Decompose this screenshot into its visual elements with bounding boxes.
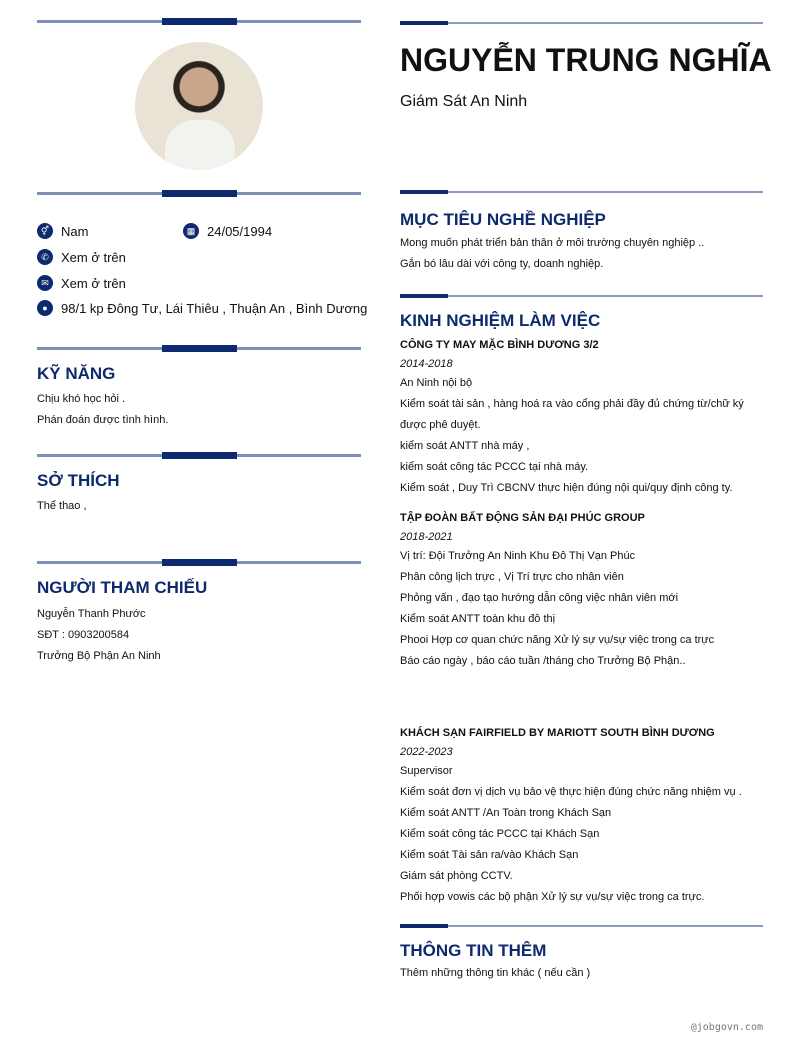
- job-title: Giám Sát An Ninh: [400, 93, 528, 110]
- job-line: Kiểm soát Tài sản ra/vào Khách Sạn: [400, 849, 579, 861]
- job-entry: [400, 335, 770, 499]
- section-heading: KINH NGHIỆM LÀM VIỆC: [400, 311, 601, 330]
- job-line: Phân công lịch trực , Vị Trí trực cho nhân viên: [400, 571, 624, 583]
- divider: [37, 192, 361, 195]
- divider: [37, 454, 361, 457]
- job-line: Vị trí: Đội Trưởng An Ninh Khu Đô Thị Vạn Phúc: [400, 550, 636, 562]
- job-line: Phooi Hợp cơ quan chức năng Xử lý sự vụ/sự việc trong ca trực: [400, 634, 715, 646]
- divider: [400, 295, 763, 297]
- job-years: 2018-2021: [400, 531, 453, 543]
- divider: [400, 925, 763, 927]
- job-line: Giám sát phòng CCTV.: [400, 870, 513, 882]
- job-line: Báo cáo ngày , báo cáo tuần /tháng cho Trưởng Bộ Phận..: [400, 655, 686, 667]
- candidate-name: NGUYỄN TRUNG NGHĨA: [400, 42, 772, 78]
- job-years: 2014-2018: [400, 358, 453, 370]
- hobbies-section: [37, 471, 120, 517]
- section-heading: SỞ THÍCH: [37, 471, 120, 490]
- dob-row: [183, 223, 272, 239]
- skills-section: [37, 364, 168, 431]
- watermark: @jobgovn.com: [690, 1022, 763, 1033]
- job-line: Kiểm soát đơn vị dịch vụ bảo vệ thực hiện đúng chức năng nhiệm vụ .: [400, 786, 742, 798]
- section-heading: MỤC TIÊU NGHỀ NGHIỆP: [400, 210, 606, 229]
- job-line: Kiểm soát ANTT toàn khu đô thị: [400, 613, 556, 625]
- hobby-item: Thể thao ,: [37, 500, 87, 512]
- gender-icon: ⚥: [37, 223, 53, 239]
- job-line: được phê duyệt.: [400, 419, 481, 431]
- job-years: 2022-2023: [400, 746, 453, 758]
- objective-section: [400, 210, 704, 275]
- avatar: [135, 42, 263, 170]
- section-heading: KỸ NĂNG: [37, 364, 116, 383]
- references-section: [37, 578, 207, 667]
- job-entry: [400, 723, 770, 908]
- reference-item: SĐT : 0903200584: [37, 629, 130, 641]
- divider: [37, 347, 361, 350]
- phone: Xem ở trên: [61, 249, 126, 265]
- calendar-icon: ▦: [183, 223, 199, 239]
- job-line: An Ninh nội bộ: [400, 377, 473, 389]
- divider: [37, 561, 361, 564]
- reference-item: Trưởng Bộ Phận An Ninh: [37, 650, 161, 662]
- company-name: KHÁCH SẠN FAIRFIELD BY MARIOTT SOUTH BÌNH DƯƠNG: [400, 727, 715, 739]
- job-line: kiểm soát công tác PCCC tại nhà máy.: [400, 461, 589, 473]
- divider: [400, 191, 763, 193]
- email-row: [37, 275, 126, 291]
- address: 98/1 kp Đông Tư, Lái Thiêu , Thuận An , Bình Dương: [61, 300, 368, 316]
- extra-item: Thêm những thông tin khác ( nếu cần ): [400, 967, 591, 979]
- job-line: Kiểm soát ANTT /An Toàn trong Khách Sạn: [400, 807, 612, 819]
- objective-item: Mong muốn phát triển bản thân ở môi trường chuyên nghiệp ..: [400, 237, 705, 249]
- job-entry: [400, 508, 770, 672]
- address-row: [37, 300, 367, 316]
- experience-section: [400, 311, 770, 331]
- location-icon: ●: [37, 300, 53, 316]
- phone-icon: ✆: [37, 249, 53, 265]
- job-line: kiểm soát ANTT nhà máy ,: [400, 440, 530, 452]
- divider: [400, 22, 763, 24]
- phone-row: [37, 249, 126, 265]
- divider: [37, 20, 361, 23]
- email-icon: ✉: [37, 275, 53, 291]
- job-line: Kiểm soát tài sản , hàng hoá ra vào cổng phải đầy đủ chứng từ/chữ ký: [400, 398, 744, 410]
- company-name: CÔNG TY MAY MẶC BÌNH DƯƠNG 3/2: [400, 339, 599, 351]
- reference-item: Nguyễn Thanh Phước: [37, 608, 146, 620]
- job-line: Phỏng vấn , đạo tạo hướng dẫn công việc nhân viên mới: [400, 592, 679, 604]
- company-name: TẬP ĐOÀN BẤT ĐỘNG SẢN ĐẠI PHÚC GROUP: [400, 512, 645, 524]
- skill-item: Phán đoán được tình hình.: [37, 414, 169, 426]
- job-line: Phối hợp vowis các bộ phận Xử lý sự vụ/sự việc trong ca trực.: [400, 891, 705, 903]
- job-line: Kiểm soát công tác PCCC tại Khách Sạn: [400, 828, 600, 840]
- email: Xem ở trên: [61, 275, 126, 291]
- extra-section: [400, 941, 590, 984]
- gender-row: [37, 223, 88, 239]
- gender: Nam: [61, 223, 89, 239]
- dob: 24/05/1994: [207, 223, 273, 239]
- objective-item: Gắn bó lâu dài với công ty, doanh nghiệp.: [400, 258, 604, 270]
- skill-item: Chịu khó học hỏi .: [37, 393, 126, 405]
- section-heading: THÔNG TIN THÊM: [400, 941, 547, 960]
- job-line: Supervisor: [400, 765, 453, 777]
- section-heading: NGƯỜI THAM CHIẾU: [37, 578, 208, 597]
- job-line: Kiểm soát , Duy Trì CBCNV thực hiện đúng nội qui/quy định công ty.: [400, 482, 733, 494]
